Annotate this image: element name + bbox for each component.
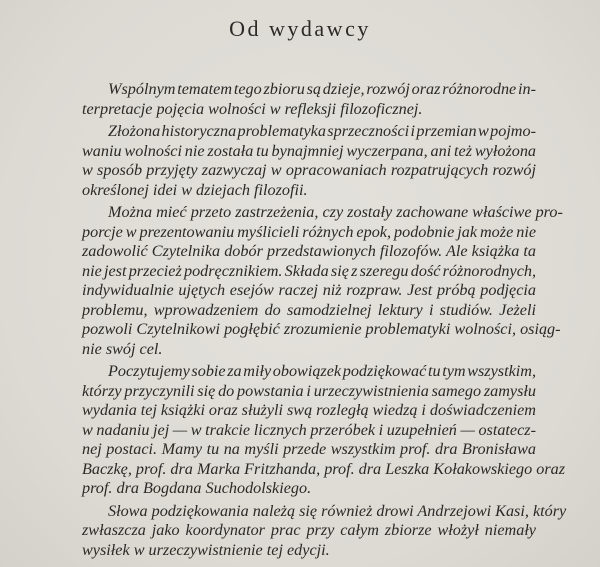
text-line: w nadaniu jej — w trakcie licznych przeróbek i uzupełnień — ostatecz- [82, 420, 536, 439]
text-line: nej postaci. Mamy tu na myśli przede wszystkim prof. dra Bronisława [82, 440, 537, 458]
text-line: pozwoli Czytelnikowi pogłębić zrozumienie problematyki wolności, osiąg- [82, 320, 561, 338]
page-title: Od wydawcy [229, 16, 371, 41]
paragraph-5 [82, 501, 567, 561]
text-line: określonej idei w dziejach filozofii. [82, 180, 308, 199]
text-line: którzy przyczynili się do powstania i urzeczywistnienia samego zamysłu [82, 381, 537, 400]
text-line: nie swój cel. [82, 339, 163, 358]
text-line: Baczkę, prof. dra Marka Fritzhanda, prof. dra Leszka Kołakowskiego oraz [82, 459, 566, 478]
text-line: nie jest przecież podręcznikiem. Składa się z szeregu dość różnorodnych, [82, 261, 537, 280]
paragraph-3 [82, 203, 563, 359]
text-line: Można mieć przeto zastrzeżenia, czy zostały zachowane właściwe pro- [108, 203, 563, 221]
text-line: prof. dra Bogdana Suchodolskiego. [82, 479, 312, 497]
paragraph-4 [82, 362, 566, 499]
paragraph-2 [82, 122, 536, 200]
text-line: indywidualnie ujętych esejów raczej niż rozpraw. Jest próbą podjęcia [82, 281, 537, 299]
text-line: problemu, wprowadzeniem do samodzielnej lektury i studiów. Jeżeli [82, 300, 536, 319]
text-line: Złożona historyczna problematyka sprzeczności i przemian w pojmo- [108, 122, 536, 140]
text-line: zadowolić Czytelnika dobór przedstawionych filozofów. Ale książka ta [82, 242, 537, 260]
text-line: zwłaszcza jako koordynator prac przy całym zbiorze włożył niemały [82, 521, 536, 539]
text-line: Wspólnym tematem tego zbioru są dzieje, rozwój oraz różnorodne in- [108, 80, 537, 98]
text-line: waniu wolności nie została tu bynajmniej wyczerpana, ani też wyłożona [82, 141, 537, 160]
preface-text [82, 80, 567, 563]
text-line: wysiłek w urzeczywistnienie tej edycji. [82, 540, 330, 559]
text-line: terpretacje pojęcia wolności w refleksji filozoficznej. [82, 99, 423, 118]
text-line: Słowa podziękowania należą się również drowi Andrzejowi Kasi, który [108, 501, 567, 520]
text-line: w sposób przyjęty zazwyczaj w opracowaniach rozpatrujących rozwój [82, 161, 536, 179]
paragraph-1 [82, 80, 536, 119]
text-line: Poczytujemy sobie za miły obowiązek podziękować tu tym wszystkim, [108, 362, 536, 380]
text-line: porcje w prezentowaniu myślicieli różnych epok, podobnie jak może nie [82, 222, 537, 241]
text-line: wydania tej książki oraz służyli swą rozległą wiedzą i doświadczeniem [82, 401, 536, 419]
